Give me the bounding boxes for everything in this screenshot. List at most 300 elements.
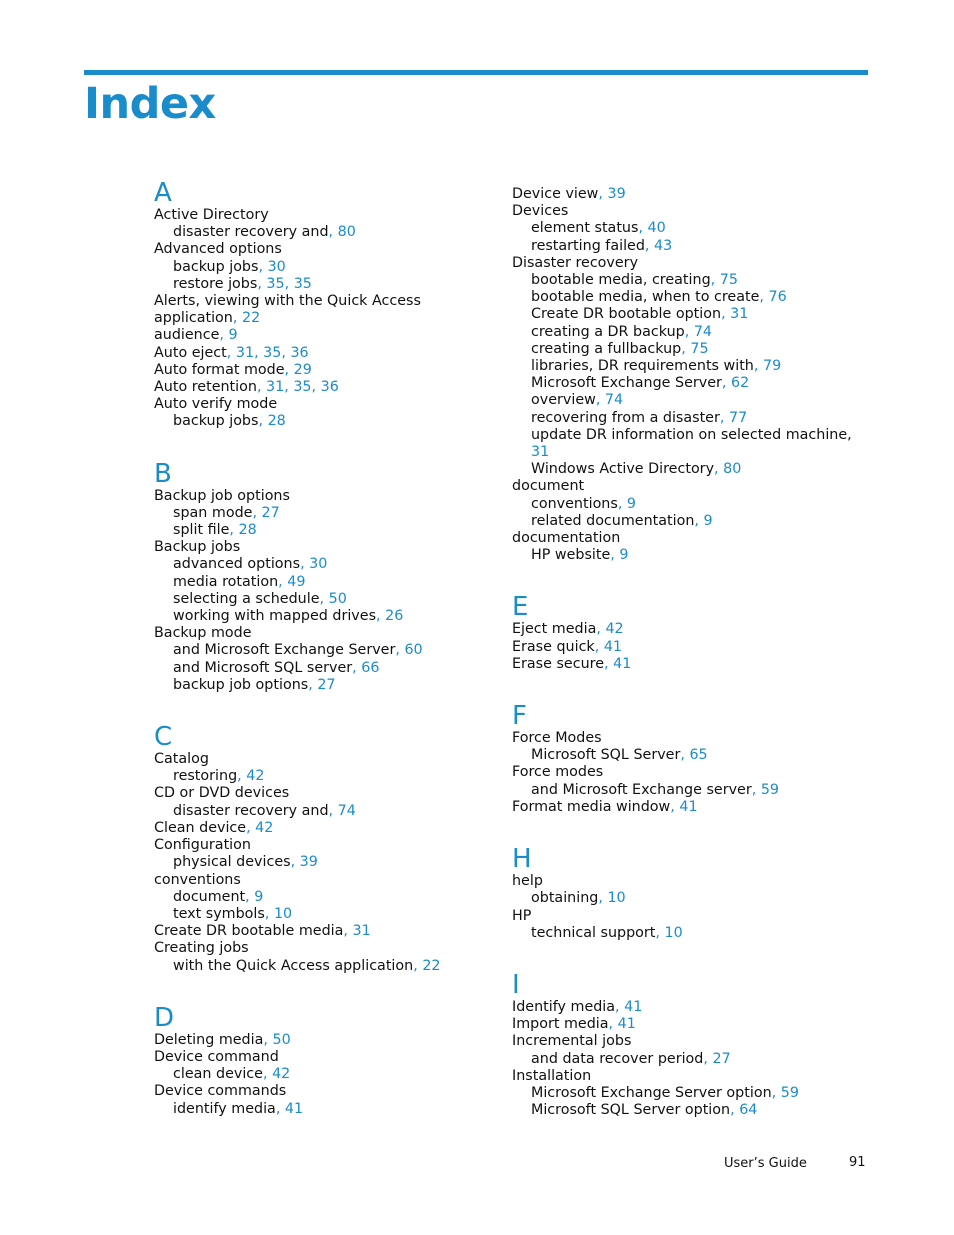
index-subentry xyxy=(154,660,499,677)
entry-term: restarting failed xyxy=(531,237,645,254)
page-separator: , xyxy=(237,768,247,785)
index-entry xyxy=(512,621,842,638)
page-separator: , xyxy=(644,237,655,254)
page-separator: , xyxy=(226,344,236,361)
index-subentry xyxy=(512,220,842,237)
entry-term: Erase quick xyxy=(512,638,595,655)
page-separator: , xyxy=(328,802,338,819)
page-reference-link[interactable]: 74 xyxy=(693,323,713,340)
entry-term: Create DR bootable media xyxy=(154,923,344,940)
entry-term: split file xyxy=(173,522,230,539)
index-entry xyxy=(154,625,499,642)
index-entry xyxy=(512,478,842,495)
entry-term: overview xyxy=(531,392,596,409)
page-reference-link[interactable]: 9 xyxy=(619,547,629,564)
index-entry xyxy=(154,872,499,889)
page-reference-link[interactable]: 59 xyxy=(780,1084,799,1101)
index-entry xyxy=(512,999,842,1016)
page-separator: , xyxy=(262,1066,273,1083)
index-entry xyxy=(154,1083,499,1100)
index-entry xyxy=(512,1016,842,1033)
page-separator: , xyxy=(395,642,405,659)
page-reference-link[interactable]: 74 xyxy=(604,392,624,409)
page-reference-link[interactable]: 9 xyxy=(254,888,264,905)
index-entry xyxy=(512,908,842,925)
index-subentry xyxy=(512,513,842,530)
index-entry xyxy=(512,186,842,203)
index-entry xyxy=(154,539,499,556)
entry-term: disaster recovery and xyxy=(173,224,329,241)
footer-page-number: 91 xyxy=(849,1155,866,1170)
page-reference-link[interactable]: 10 xyxy=(607,890,626,907)
index-subentry xyxy=(512,358,842,375)
page-separator: , xyxy=(703,1050,713,1067)
entry-term: Device commands xyxy=(154,1083,287,1100)
page-separator: , xyxy=(264,905,274,922)
entry-term: recovering from a disaster xyxy=(531,409,720,426)
page-reference-link[interactable]: 26 xyxy=(385,608,404,625)
page-separator: , xyxy=(232,310,242,327)
page-reference-link[interactable]: 30 xyxy=(309,556,328,573)
section-letter: H xyxy=(512,844,532,875)
entry-term: Configuration xyxy=(154,837,251,854)
index-entry xyxy=(154,785,499,802)
entry-term: Device view xyxy=(512,186,599,202)
page-separator: , xyxy=(263,1031,273,1048)
entry-term: creating a fullbackup xyxy=(531,340,682,357)
entry-term: working with mapped drives xyxy=(173,608,377,625)
page-reference-link[interactable]: 59 xyxy=(760,781,780,798)
page-separator: , xyxy=(246,819,256,836)
page-reference-link[interactable]: 28 xyxy=(238,522,257,539)
entry-term: physical devices xyxy=(173,854,291,871)
entry-term: and Microsoft Exchange server xyxy=(531,781,752,798)
index-subentry xyxy=(512,392,842,409)
entry-term: and data recover period xyxy=(531,1050,704,1067)
page-separator: , xyxy=(252,504,262,521)
index-entry xyxy=(154,1049,499,1066)
entry-term: audience xyxy=(154,327,220,344)
index-section-b xyxy=(154,458,499,694)
entry-term: and Microsoft SQL server xyxy=(173,659,353,676)
entry-term: Microsoft SQL Server option xyxy=(531,1102,731,1119)
page-separator: , xyxy=(719,409,729,426)
page-reference-link[interactable]: 41 xyxy=(679,798,698,815)
page-separator: , xyxy=(278,573,288,590)
page-reference-link[interactable]: 31 xyxy=(730,306,749,323)
entry-term: Backup mode xyxy=(154,625,252,642)
page-separator: , xyxy=(290,854,300,871)
page-separator: , xyxy=(328,224,338,241)
index-entry xyxy=(154,751,499,768)
page-reference-link[interactable]: 9 xyxy=(228,327,238,344)
page-reference-link[interactable]: 39 xyxy=(299,854,318,871)
entry-term: Creating jobs xyxy=(154,940,249,957)
index-subentry xyxy=(512,925,842,942)
index-entry xyxy=(154,293,499,310)
index-section-a xyxy=(154,180,499,431)
section-letter: E xyxy=(512,592,529,623)
index-subentry xyxy=(154,889,499,906)
index-subentry xyxy=(154,591,499,608)
entry-term: Disaster recovery xyxy=(512,254,639,271)
page-reference-link[interactable]: 43 xyxy=(654,237,673,254)
page-separator: , xyxy=(681,340,691,357)
entry-term: identify media xyxy=(173,1100,276,1117)
index-subentry xyxy=(154,958,499,975)
page-reference-link[interactable]: 27 xyxy=(712,1050,731,1067)
page-reference-link[interactable]: 31 xyxy=(352,923,371,940)
entry-term: technical support xyxy=(531,924,656,941)
index-subentry xyxy=(154,854,499,871)
page-reference-link[interactable]: 80 xyxy=(337,224,356,241)
entry-term: conventions xyxy=(154,871,241,888)
page-separator: , xyxy=(229,522,239,539)
entry-term: update DR information on selected machine, xyxy=(531,426,852,443)
page-reference-link[interactable]: 42 xyxy=(255,819,274,836)
entry-term: Force Modes xyxy=(512,730,602,747)
index-entry xyxy=(154,923,499,940)
index-section-i xyxy=(512,969,842,1119)
page-separator: , xyxy=(714,461,724,478)
entry-term: related documentation xyxy=(531,512,695,529)
page-reference-link[interactable]: 42 xyxy=(605,621,624,638)
page-separator: , xyxy=(655,924,665,941)
entry-term: Backup jobs xyxy=(154,539,241,556)
entry-term: Microsoft SQL Server xyxy=(531,747,681,764)
page-reference-link[interactable]: 42 xyxy=(272,1066,291,1083)
index-subentry xyxy=(154,224,499,241)
page-reference-link[interactable]: 30 xyxy=(267,258,286,275)
page-reference-link[interactable]: 10 xyxy=(664,924,683,941)
entry-term: Installation xyxy=(512,1067,592,1084)
page-reference-link[interactable]: 41 xyxy=(284,1100,304,1117)
page-reference-link[interactable]: 49 xyxy=(287,573,306,590)
index-subentry xyxy=(512,426,852,461)
entry-term: Alerts, viewing with the Quick Access xyxy=(154,293,421,310)
index-column-right xyxy=(512,180,852,1119)
page-separator: , xyxy=(721,375,731,392)
page-reference-link[interactable]: 31, 35, 36 xyxy=(266,379,339,396)
index-entry xyxy=(154,820,499,837)
entry-term: Devices xyxy=(512,203,569,220)
index-subentry xyxy=(154,574,499,591)
page-reference-link[interactable]: 31, 35, 36 xyxy=(235,344,309,361)
entry-term: Auto eject xyxy=(154,344,227,361)
index-subentry xyxy=(154,906,499,923)
page-reference-link[interactable]: 79 xyxy=(762,358,782,375)
index-section-f xyxy=(512,703,842,816)
page-reference-link[interactable]: 64 xyxy=(739,1102,758,1119)
page-separator: , xyxy=(413,957,423,974)
page-separator: , xyxy=(751,781,761,798)
index-entry xyxy=(154,1032,499,1049)
page-reference-link[interactable]: 29 xyxy=(293,361,312,378)
index-entry xyxy=(154,207,499,224)
entry-term: help xyxy=(512,873,543,890)
page-separator: , xyxy=(284,361,294,378)
index-subentry xyxy=(512,289,842,306)
index-entry xyxy=(512,1068,842,1085)
index-entry xyxy=(154,362,499,379)
index-entry xyxy=(512,639,842,656)
index-subentry xyxy=(512,341,842,358)
page-separator: , xyxy=(219,327,229,344)
page-reference-link[interactable]: 74 xyxy=(337,802,356,819)
entry-term: bootable media, creating xyxy=(531,272,711,289)
index-entry xyxy=(512,255,842,272)
entry-term: documentation xyxy=(512,530,621,547)
entry-term: bootable media, when to create xyxy=(531,289,760,306)
entry-term: Import media xyxy=(512,1016,609,1033)
entry-term: backup job options xyxy=(173,676,309,693)
entry-term: Microsoft Exchange Server xyxy=(531,375,722,392)
page-reference-link[interactable]: 75 xyxy=(719,272,738,289)
page-reference-link[interactable]: 60 xyxy=(404,642,423,659)
page-reference-link[interactable]: 62 xyxy=(731,375,750,392)
section-letter: A xyxy=(154,178,172,208)
index-section-e xyxy=(512,594,842,673)
page-separator: , xyxy=(258,413,268,430)
entry-term: and Microsoft Exchange Server xyxy=(173,642,396,659)
page-separator: , xyxy=(258,258,268,275)
index-subentry xyxy=(512,747,842,764)
entry-term: Auto verify mode xyxy=(154,396,278,413)
page-separator: , xyxy=(257,275,267,292)
section-letter: I xyxy=(512,969,520,1000)
footer-guide-label: User’s Guide xyxy=(724,1156,807,1171)
index-entry xyxy=(512,764,842,781)
page-reference-link[interactable]: 28 xyxy=(267,413,286,430)
index-section-continued xyxy=(512,186,852,564)
page-reference-link[interactable]: 41 xyxy=(603,638,623,655)
page-separator: , xyxy=(376,608,386,625)
index-entry xyxy=(154,310,499,327)
index-subentry xyxy=(512,410,842,427)
page-separator: , xyxy=(594,638,604,655)
section-letter: B xyxy=(154,458,172,489)
index-subentry xyxy=(154,276,499,293)
index-entry xyxy=(512,530,842,547)
index-entry xyxy=(512,1033,842,1050)
page-reference-link[interactable]: 40 xyxy=(647,220,666,237)
page-reference-link[interactable]: 39 xyxy=(607,186,626,202)
entry-term: Auto format mode xyxy=(154,361,285,378)
index-entry xyxy=(512,730,842,747)
entry-term: creating a DR backup xyxy=(531,323,685,340)
entry-term: Erase secure xyxy=(512,655,604,672)
entry-term: media rotation xyxy=(173,573,279,590)
page-reference-link[interactable]: 35, 35 xyxy=(266,275,312,292)
index-subentry xyxy=(154,803,499,820)
index-subentry xyxy=(154,1066,499,1083)
index-entry xyxy=(154,396,499,413)
page-separator: , xyxy=(684,323,694,340)
entry-term: obtaining xyxy=(531,890,599,907)
entry-term: disaster recovery and xyxy=(173,802,329,819)
index-subentry xyxy=(512,324,842,341)
index-subentry xyxy=(512,547,842,564)
entry-term: document xyxy=(512,478,585,495)
page-reference-link[interactable]: 27 xyxy=(317,676,336,693)
entry-term: backup jobs xyxy=(173,258,259,275)
entry-term: selecting a schedule xyxy=(173,590,320,607)
page-separator: , xyxy=(710,272,720,289)
index-entry xyxy=(154,379,499,396)
section-letter: C xyxy=(154,722,173,753)
page-title: Index xyxy=(84,79,216,129)
page-separator: , xyxy=(753,358,763,375)
index-subentry xyxy=(154,642,499,659)
page-reference-link[interactable]: 50 xyxy=(272,1031,291,1048)
page-reference-link[interactable]: 22 xyxy=(422,957,441,974)
entry-term: Active Directory xyxy=(154,207,269,223)
index-entry xyxy=(512,799,842,816)
page-separator: , xyxy=(771,1084,781,1101)
page-reference-link[interactable]: 76 xyxy=(768,289,787,306)
entry-term: Deleting media xyxy=(154,1031,264,1048)
index-entry xyxy=(154,837,499,854)
page-separator: , xyxy=(608,1016,618,1033)
entry-term: span mode xyxy=(173,504,253,521)
page-reference-link[interactable]: 41 xyxy=(617,1016,636,1033)
page-separator: , xyxy=(615,998,625,1015)
title-rule xyxy=(84,70,868,75)
page-separator: , xyxy=(680,747,690,764)
entry-term: restore jobs xyxy=(173,275,258,292)
page-separator: , xyxy=(275,1100,285,1117)
entry-term: Microsoft Exchange Server option xyxy=(531,1084,772,1101)
page-separator: , xyxy=(759,289,769,306)
index-subentry xyxy=(154,259,499,276)
entry-term: libraries, DR requirements with xyxy=(531,358,754,375)
page-separator: , xyxy=(638,220,648,237)
entry-term: Create DR bootable option xyxy=(531,306,722,323)
entry-term: Backup job options xyxy=(154,487,290,504)
entry-term: Windows Active Directory xyxy=(531,461,715,478)
index-entry xyxy=(154,345,499,362)
page-reference-link[interactable]: 42 xyxy=(246,768,265,785)
page-separator: , xyxy=(604,655,614,672)
page-reference-link[interactable]: 50 xyxy=(328,590,347,607)
entry-term: document xyxy=(173,888,246,905)
page-separator: , xyxy=(598,890,608,907)
index-subentry xyxy=(512,890,842,907)
index-subentry xyxy=(512,1085,842,1102)
page-separator: , xyxy=(721,306,731,323)
page-reference-link[interactable]: 9 xyxy=(626,495,637,512)
page-reference-link[interactable]: 80 xyxy=(723,461,742,478)
entry-term: CD or DVD devices xyxy=(154,785,290,802)
page-separator: , xyxy=(245,888,255,905)
page-separator: , xyxy=(595,392,605,409)
index-entry xyxy=(154,241,499,258)
page-reference-link[interactable]: 41 xyxy=(624,998,643,1015)
index-subentry xyxy=(512,375,842,392)
page-reference-link[interactable]: 77 xyxy=(728,409,748,426)
entry-term: HP xyxy=(512,907,532,924)
page-separator: , xyxy=(617,495,627,512)
index-entry xyxy=(512,873,842,890)
index-subentry xyxy=(512,238,842,255)
entry-term: HP website xyxy=(531,547,611,564)
entry-term: text symbols xyxy=(173,905,265,922)
page-reference-link[interactable]: 31 xyxy=(531,444,550,461)
index-entry xyxy=(154,327,499,344)
index-subentry xyxy=(512,461,842,478)
page-separator: , xyxy=(610,547,620,564)
page-separator: , xyxy=(694,512,704,529)
index-subentry xyxy=(154,768,499,785)
index-subentry xyxy=(154,505,499,522)
entry-term: Auto retention xyxy=(154,379,257,396)
entry-term: advanced options xyxy=(173,556,301,573)
page-separator: , xyxy=(730,1102,740,1119)
index-entry xyxy=(154,488,499,505)
page-reference-link[interactable]: 27 xyxy=(261,504,280,521)
index-entry xyxy=(512,656,842,673)
entry-term: Catalog xyxy=(154,751,209,768)
index-subentry xyxy=(512,306,842,323)
page-separator: , xyxy=(343,923,353,940)
entry-term: Format media window xyxy=(512,798,671,815)
page-separator: , xyxy=(670,798,680,815)
index-subentry xyxy=(512,496,842,513)
page-separator: , xyxy=(256,379,267,396)
page-reference-link[interactable]: 75 xyxy=(690,340,709,357)
index-section-c xyxy=(154,724,499,975)
index-subentry xyxy=(154,677,499,694)
page-reference-link[interactable]: 9 xyxy=(703,512,713,529)
entry-term: Clean device xyxy=(154,819,247,836)
index-column-left xyxy=(154,180,499,1118)
entry-term: conventions xyxy=(531,495,618,512)
entry-term: restoring xyxy=(173,768,238,785)
index-entry xyxy=(512,203,842,220)
index-section-h xyxy=(512,846,842,942)
index-subentry xyxy=(512,782,842,799)
page-separator: , xyxy=(596,621,606,638)
index-subentry xyxy=(512,1051,842,1068)
page-reference-link[interactable]: 65 xyxy=(689,747,708,764)
entry-term: Incremental jobs xyxy=(512,1033,632,1050)
index-section-d xyxy=(154,1002,499,1118)
page-reference-link[interactable]: 66 xyxy=(361,659,380,676)
entry-term: Advanced options xyxy=(154,241,282,258)
page-separator: , xyxy=(598,186,608,202)
index-subentry xyxy=(154,413,499,430)
page-separator: , xyxy=(352,659,362,676)
page-separator: , xyxy=(300,556,310,573)
entry-term: clean device xyxy=(173,1066,263,1083)
page-reference-link[interactable]: 10 xyxy=(273,905,293,922)
entry-term: Device command xyxy=(154,1048,279,1065)
index-entry xyxy=(154,940,499,957)
page-reference-link[interactable]: 41 xyxy=(613,655,632,672)
entry-term: Eject media xyxy=(512,621,597,638)
entry-term: Identify media xyxy=(512,998,616,1015)
section-letter: F xyxy=(512,701,527,732)
entry-term: element status xyxy=(531,220,639,237)
index-subentry xyxy=(154,556,499,573)
page-separator: , xyxy=(319,590,329,607)
entry-term: with the Quick Access application xyxy=(173,957,414,974)
index-subentry xyxy=(512,1102,842,1119)
index-subentry xyxy=(154,522,499,539)
page-reference-link[interactable]: 22 xyxy=(241,310,261,327)
section-letter: D xyxy=(154,1002,175,1033)
entry-term: Force modes xyxy=(512,764,604,781)
